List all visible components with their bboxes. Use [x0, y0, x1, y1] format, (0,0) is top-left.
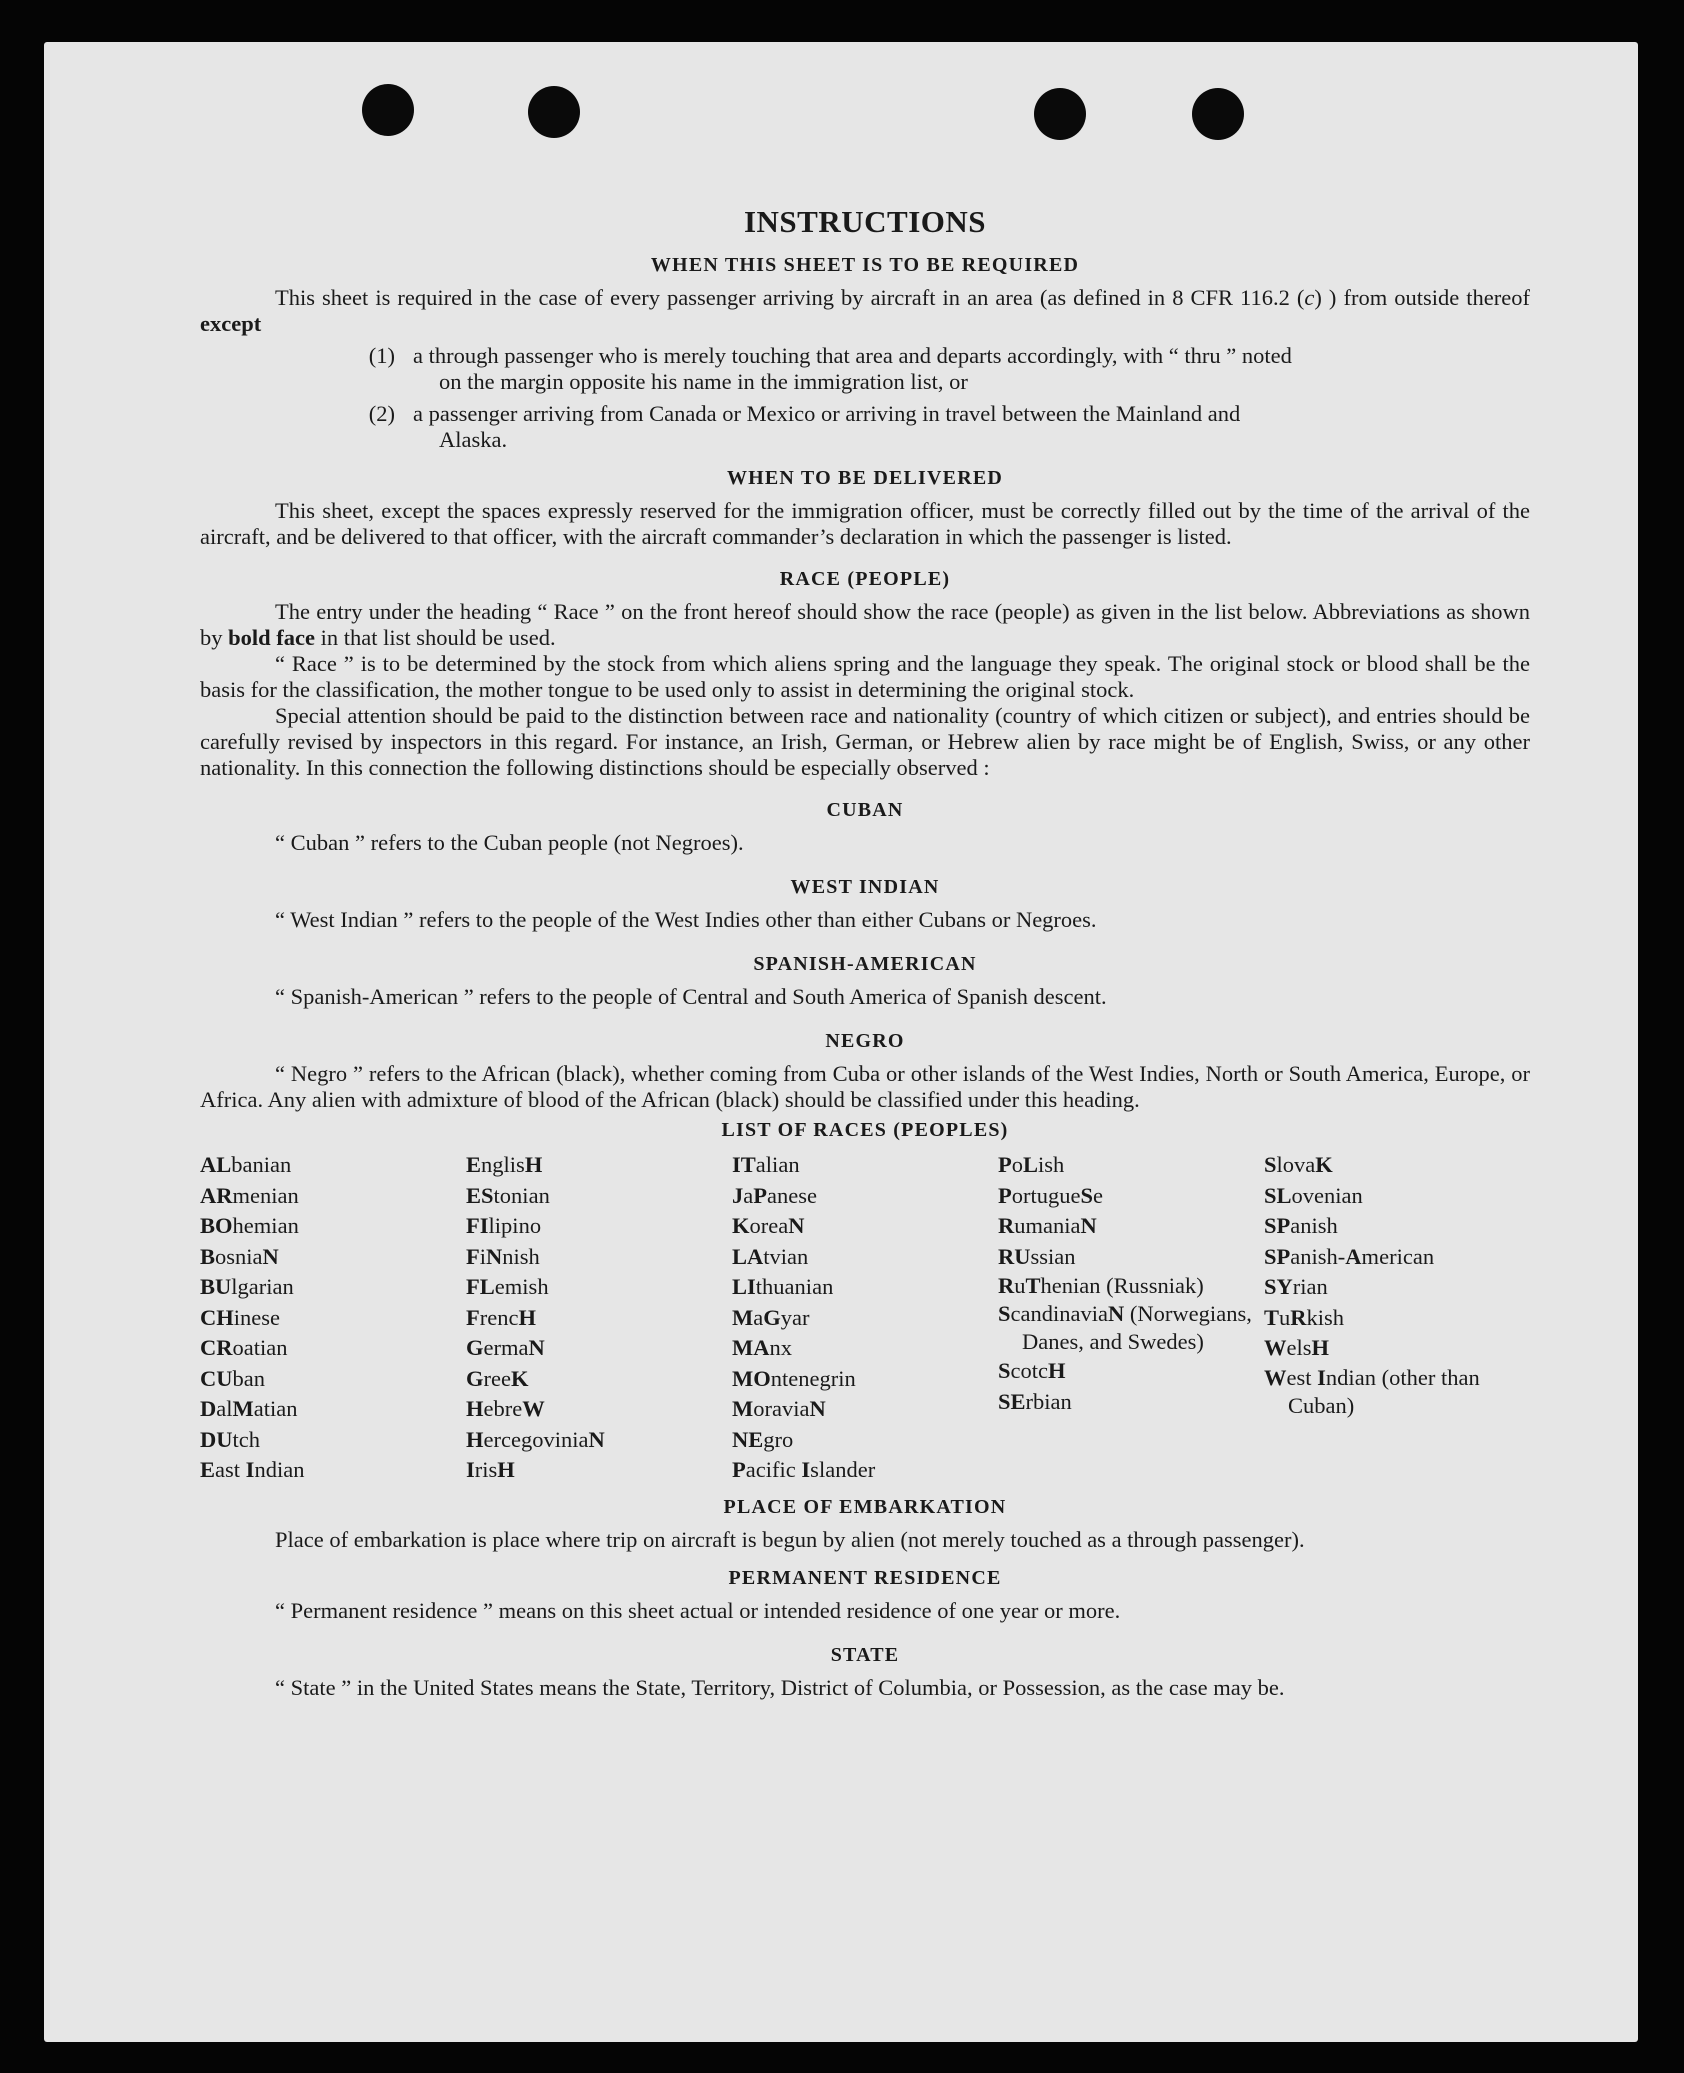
- race-column: [466, 1150, 732, 1486]
- page-title: INSTRUCTIONS: [743, 204, 986, 239]
- punch-hole: [362, 84, 414, 136]
- punch-hole: [1034, 88, 1086, 140]
- heading-residence: PERMANENT RESIDENCE: [728, 1566, 1002, 1589]
- race-entry: FiNnish: [466, 1243, 540, 1269]
- race-entry: MAnx: [732, 1335, 792, 1360]
- race-entry: SErbian: [998, 1388, 1072, 1414]
- heading-race: RACE (PEOPLE): [779, 568, 951, 590]
- race-entry: CHinese: [200, 1304, 281, 1330]
- race-entry: SLovenian: [1264, 1182, 1363, 1208]
- negro-text: “ Negro ” refers to the African (black), whether coming from Cuba or other islands of the West Indies, North or South America, Europe, or Africa. Any alien with admixture of blood of the African (black) should be classified under this heading.: [200, 1061, 1530, 1112]
- race-entry: SYrian: [1264, 1274, 1328, 1299]
- race-entry: MaGyar: [732, 1304, 810, 1330]
- punch-hole: [528, 86, 580, 138]
- race-entry: ALbanian: [200, 1152, 292, 1177]
- exception-item: (1) a through passenger who is merely touching that area and departs accordingly, with “ thru ” noted on the margin opposite his name in the immigration list, or: [368, 343, 1292, 394]
- heading-state: STATE: [830, 1643, 900, 1666]
- race-entry: EnglisH: [466, 1152, 543, 1177]
- race-entry: MoraviaN: [732, 1396, 826, 1421]
- race-entry: ScandinaviaN (Norwegians, Danes, and Swedes): [998, 1301, 1252, 1354]
- cuban-text: “ Cuban ” refers to the Cuban people (not Negroes).: [275, 830, 744, 855]
- heading-cuban: CUBAN: [826, 799, 904, 821]
- race-entry: NEgro: [732, 1426, 794, 1452]
- race-entry: BUlgarian: [200, 1274, 294, 1299]
- race-entry: PortugueSe: [998, 1182, 1104, 1208]
- race-entry: BOhemian: [200, 1213, 299, 1238]
- race-entry: HebreW: [466, 1396, 545, 1421]
- race-entry: GreeK: [466, 1365, 529, 1391]
- heading-list-of-races: LIST OF RACES (PEOPLES): [721, 1119, 1009, 1141]
- race-entry: RuThenian (Russniak): [998, 1273, 1204, 1298]
- race-column: [998, 1150, 1264, 1486]
- race-entry: IrisH: [466, 1457, 515, 1482]
- race-entry: JaPanese: [732, 1182, 818, 1208]
- heading-west-indian: WEST INDIAN: [790, 876, 940, 898]
- heading-embarkation: PLACE OF EMBARKATION: [723, 1495, 1007, 1518]
- race-entry: West Indian (other than Cuban): [1264, 1364, 1480, 1418]
- race-entry: TuRkish: [1264, 1304, 1345, 1330]
- race-list: [200, 1150, 1530, 1486]
- race-paragraph: Special attention should be paid to the distinction between race and nationality (country of which citizen or subject), and entries should be carefully revised by inspectors in this regard. For instance, an Irish, German, or Hebrew alien by race might be of English, Swiss, or any other nationality. In this connection the following distinctions should be especially observed :: [200, 703, 1530, 780]
- race-entry: HercegoviniaN: [466, 1426, 605, 1452]
- when-delivered-text: This sheet, except the spaces expressly reserved for the immigration officer, must be correctly filled out by the time of the arrival of the aircraft, and be delivered to that officer, with the aircraft commander’s declaration in which the passenger is listed.: [200, 498, 1530, 549]
- race-entry: EStonian: [466, 1182, 550, 1208]
- race-entry: MOntenegrin: [732, 1365, 856, 1391]
- race-entry: WelsH: [1264, 1335, 1330, 1360]
- heading-when-required: WHEN THIS SHEET IS TO BE REQUIRED: [650, 254, 1080, 276]
- race-entry: DalMatian: [200, 1396, 298, 1421]
- exception-item: (2) a passenger arriving from Canada or Mexico or arriving in travel between the Mainland and Alaska.: [368, 401, 1241, 452]
- spanish-american-text: “ Spanish-American ” refers to the people of Central and South America of Spanish descent.: [275, 984, 1107, 1009]
- race-entry: GermaN: [466, 1335, 545, 1360]
- race-entry: KoreaN: [732, 1213, 805, 1238]
- race-entry: ARmenian: [200, 1182, 299, 1208]
- race-entry: LAtvian: [732, 1243, 809, 1269]
- race-entry: ITalian: [732, 1152, 800, 1177]
- race-column: [200, 1150, 466, 1486]
- race-entry: BosniaN: [200, 1243, 279, 1269]
- residence-text: “ Permanent residence ” means on this sheet actual or intended residence of one year or more.: [275, 1597, 1121, 1623]
- punch-hole: [1192, 88, 1244, 140]
- race-entry: FIlipino: [466, 1213, 542, 1238]
- race-entry: RUssian: [998, 1243, 1076, 1269]
- race-entry: East Indian: [200, 1457, 305, 1482]
- embarkation-text: Place of embarkation is place where trip on aircraft is begun by alien (not merely touched as a through passenger).: [275, 1526, 1305, 1552]
- state-text: “ State ” in the United States means the State, Territory, District of Columbia, or Possession, as the case may be.: [275, 1674, 1285, 1700]
- race-paragraph: “ Race ” is to be determined by the stock from which aliens spring and the language they speak. The original stock or blood shall be the basis for the classification, the mother tongue to be used only to assist in determining the original stock.: [200, 651, 1530, 702]
- race-entry: CRoatian: [200, 1335, 288, 1360]
- race-entry: SlovaK: [1264, 1152, 1333, 1177]
- race-entry: CUban: [200, 1365, 265, 1391]
- heading-spanish-american: SPANISH-AMERICAN: [753, 953, 977, 975]
- race-entry: SPanish-American: [1264, 1243, 1435, 1269]
- race-column: [732, 1150, 998, 1486]
- west-indian-text: “ West Indian ” refers to the people of the West Indies other than either Cubans or Negroes.: [275, 907, 1097, 932]
- race-entry: RumaniaN: [998, 1213, 1097, 1238]
- race-entry: FLemish: [466, 1274, 549, 1299]
- race-entry: ScotcH: [998, 1358, 1066, 1383]
- race-entry: FrencH: [466, 1304, 537, 1330]
- when-required-intro: This sheet is required in the case of every passenger arriving by aircraft in an area (as defined in 8 CFR 116.2 (c) ) from outside thereof except: [200, 285, 1530, 336]
- race-column: [1264, 1150, 1530, 1486]
- heading-negro: NEGRO: [825, 1030, 905, 1052]
- race-entry: LIthuanian: [732, 1274, 834, 1299]
- race-entry: DUtch: [200, 1426, 261, 1452]
- race-paragraph: The entry under the heading “ Race ” on the front hereof should show the race (people) as given in the list below. Abbreviations as shown by bold face in that list should be used.: [200, 599, 1530, 650]
- race-entry: PoLish: [998, 1152, 1065, 1177]
- instructions-content: [200, 162, 1530, 1701]
- heading-when-delivered: WHEN TO BE DELIVERED: [726, 467, 1004, 489]
- document-sheet: [44, 42, 1638, 2042]
- race-entry: SPanish: [1264, 1213, 1338, 1238]
- race-entry: Pacific Islander: [732, 1457, 876, 1482]
